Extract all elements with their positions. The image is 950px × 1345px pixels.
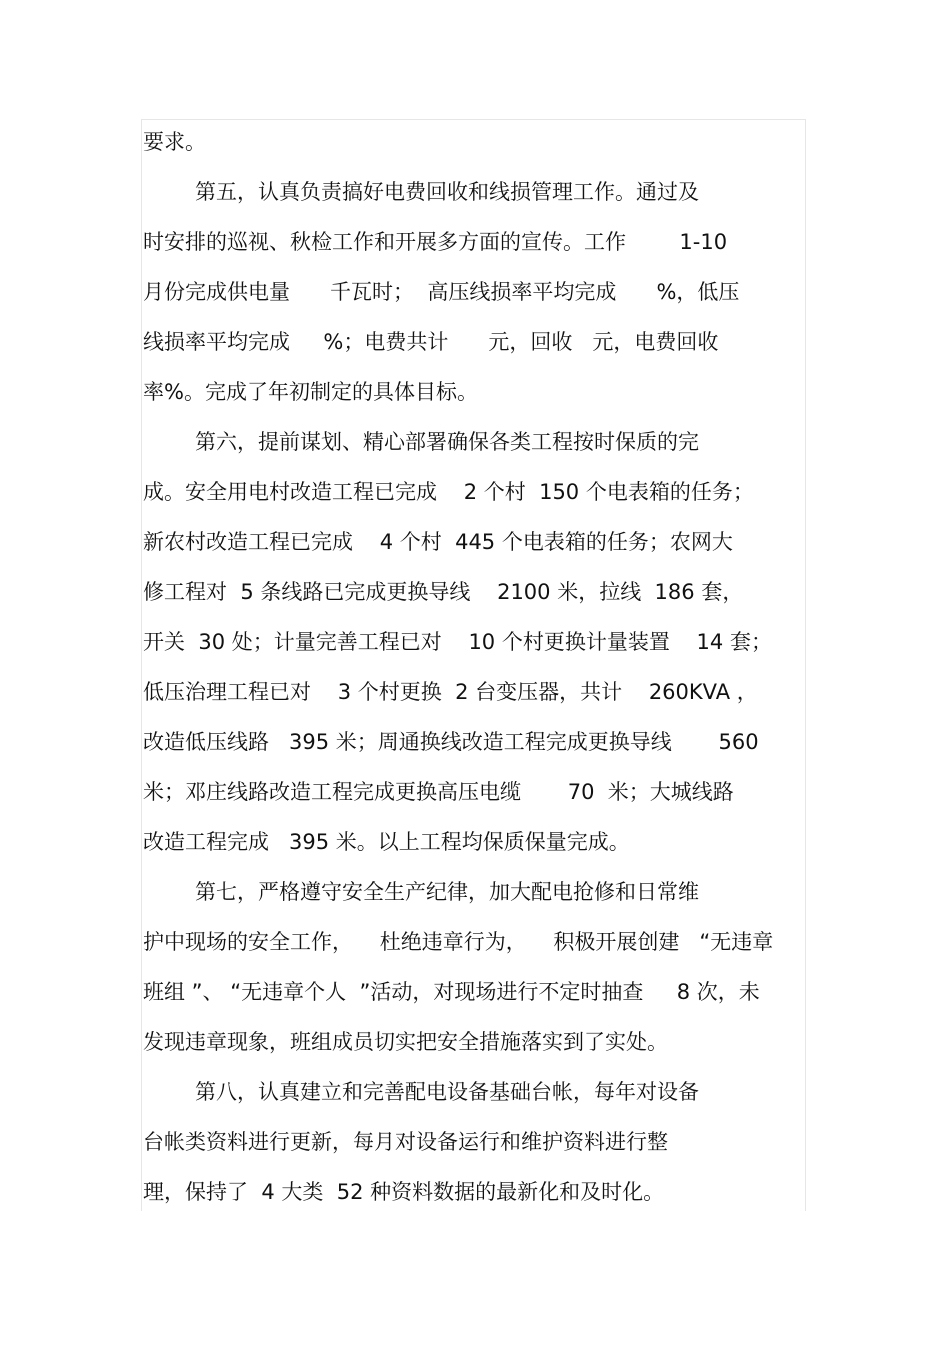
text-line: 修工程对 5 条线路已完成更换导线 2100 米，拉线 186 套， (143, 580, 744, 604)
text-line: 班组 ”、 “无违章个人 ”活动，对现场进行不定时抽查 8 次，未 (143, 980, 760, 1004)
text-line: 护中现场的安全工作， 杜绝违章行为， 积极开展创建 “无违章 (143, 930, 774, 954)
text-line: 开关 30 处；计量完善工程已对 10 个村更换计量装置 14 套； (143, 630, 772, 654)
text-line: 率%。完成了年初制定的具体目标。 (143, 380, 478, 404)
text-line: 米；邓庄线路改造工程完成更换高压电缆 70 米；大城线路 (143, 780, 734, 804)
text-line: 线损率平均完成 %；电费共计 元，回收 元，电费回收 (143, 330, 719, 354)
text-line: 理，保持了 4 大类 52 种资料数据的最新化和及时化。 (143, 1180, 665, 1204)
text-line: 发现违章现象，班组成员切实把安全措施落实到了实处。 (143, 1030, 668, 1054)
text-line: 低压治理工程已对 3 个村更换 2 台变压器，共计 260KVA ， (143, 680, 758, 704)
text-line: 时安排的巡视、秋检工作和开展多方面的宣传。工作 1-10 (143, 230, 728, 254)
text-line: 台帐类资料进行更新，每月对设备运行和维护资料进行整 (143, 1130, 668, 1154)
text-line: 改造低压线路 395 米；周通换线改造工程完成更换导线 560 (143, 730, 759, 754)
text-line: 要求。 (143, 130, 206, 154)
text-line: 改造工程完成 395 米。以上工程均保质保量完成。 (143, 830, 630, 854)
text-line: 月份完成供电量 千瓦时； 高压线损率平均完成 %，低压 (143, 280, 740, 304)
paragraph-7-start: 第七，严格遵守安全生产纪律，加大配电抢修和日常维 (195, 880, 699, 904)
paragraph-8-start: 第八，认真建立和完善配电设备基础台帐，每年对设备 (195, 1080, 699, 1104)
paragraph-6-start: 第六，提前谋划、精心部署确保各类工程按时保质的完 (195, 430, 699, 454)
paragraph-5-start: 第五，认真负责搞好电费回收和线损管理工作。通过及 (195, 180, 699, 204)
text-line: 成。安全用电村改造工程已完成 2 个村 150 个电表箱的任务； (143, 480, 754, 504)
text-line: 新农村改造工程已完成 4 个村 445 个电表箱的任务；农网大 (143, 530, 733, 554)
